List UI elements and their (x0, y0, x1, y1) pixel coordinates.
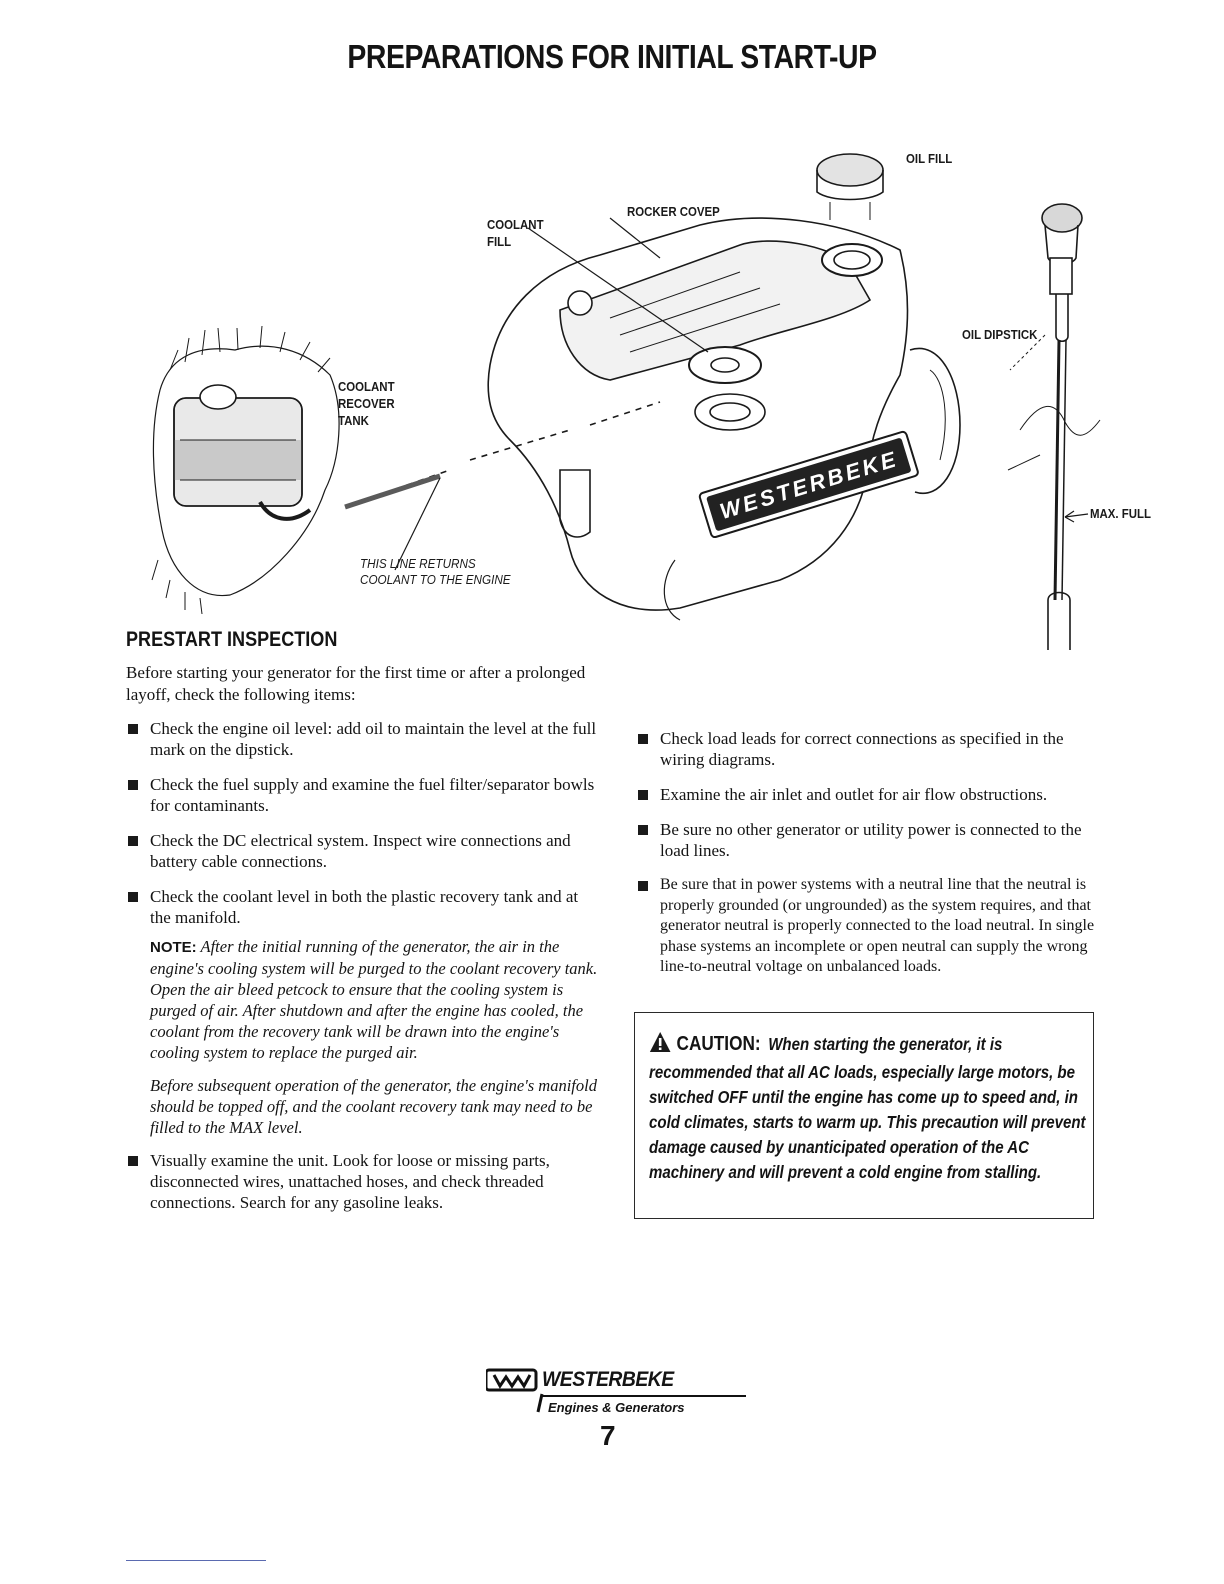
coolant-recover-label-line-2: RECOVER (338, 396, 395, 411)
return-line-label (360, 556, 511, 588)
checklist-item: Check the fuel supply and examine the fuel filter/separator bowls for contaminants. (126, 774, 601, 816)
checklist-item: Visually examine the unit. Look for loose or missing parts, disconnected wires, unattached hoses, and check threaded connections. Search for any gasoline leaks. (126, 1150, 601, 1213)
max-full-label: MAX. FULL (1090, 506, 1152, 521)
note-text: After the initial running of the generator, the air in the engine's cooling system will be purged to the coolant recovery tank. Open the air bleed petcock to ensure that the cooling system is purged of air. After shutdown and after the engine has cooled, the coolant from the recovery tank will be drawn into the engine's cooling system to replace the purged air. (150, 937, 598, 1062)
coolant-fill-label-line-2: FILL (487, 234, 512, 249)
caution-box (634, 1012, 1094, 1219)
coolant-recover-tank-label (338, 378, 395, 429)
return-line-label-line-1: THIS LINE RETURNS (360, 556, 476, 571)
coolant-recover-label-line-3: TANK (338, 413, 369, 428)
brand-name: WESTERBEKE (542, 1368, 674, 1391)
checklist-item: Be sure that in power systems with a neutral line that the neutral is properly grounded (or ungrounded) as the system requires, and that generator neutral is properly connected to the load neutral. In single phase systems an incomplete or open neutral can supply the wrong line-to-neutral voltage on unbalanced loads. (636, 875, 1106, 978)
rocker-cover-label: ROCKER COVEP (627, 204, 720, 219)
brand-tagline: Engines & Generators (548, 1400, 685, 1415)
return-line-label-line-2: COOLANT TO THE ENGINE (360, 572, 511, 587)
oil-dipstick-drawing (1008, 204, 1100, 650)
coolant-fill-label-line-1: COOLANT (487, 217, 544, 232)
checklist-item: Be sure no other generator or utility power is connected to the load lines. (636, 819, 1106, 861)
intro-paragraph: Before starting your generator for the first time or after a prolonged layoff, check the following items: (126, 663, 586, 704)
oil-dipstick-label: OIL DIPSTICK (962, 327, 1038, 342)
right-checklist (636, 728, 1106, 992)
coolant-recovery-tank-drawing (152, 326, 339, 614)
warning-triangle-icon (649, 1031, 671, 1060)
checklist-item: Examine the air inlet and outlet for air flow obstructions. (636, 784, 1106, 805)
coolant-recover-label-line-1: COOLANT (338, 379, 395, 394)
note-label: NOTE: (150, 939, 197, 956)
bottom-rule (126, 1560, 266, 1561)
caution-message: When starting the generator, it is recommended that all AC loads, especially large motors, be switched OFF until the engine has come up to speed and, in cold climates, starts to warm up. This precaution will prevent damage caused by unanticipated operation of the AC machinery and will prevent a cold engine from stalling. (649, 1034, 1086, 1182)
page-number: 7 (600, 1420, 616, 1451)
note-block (126, 936, 601, 1063)
coolant-fill-label (487, 216, 544, 250)
note-text-2: Before subsequent operation of the generator, the engine's manifold should be topped off, and the coolant recovery tank may need to be filled to the MAX level. (150, 1076, 597, 1137)
checklist-item: Check the engine oil level: add oil to maintain the level at the full mark on the dipstick. (126, 718, 601, 760)
caution-text-block (649, 1031, 1088, 1185)
section-heading: PRESTART INSPECTION (126, 628, 338, 651)
oil-fill-label: OIL FILL (906, 151, 953, 166)
page-title: PREPARATIONS FOR INITIAL START-UP (347, 38, 877, 75)
caution-label: CAUTION: (676, 1033, 761, 1055)
checklist-item: Check load leads for correct connections as specified in the wiring diagrams. (636, 728, 1106, 770)
checklist-item: Check the DC electrical system. Inspect wire connections and battery cable connections. (126, 830, 601, 872)
left-checklist (126, 718, 601, 1227)
checklist-item: Check the coolant level in both the plastic recovery tank and at the manifold. (126, 886, 601, 928)
engine-badge-text: WESTERBEKE (716, 445, 902, 524)
